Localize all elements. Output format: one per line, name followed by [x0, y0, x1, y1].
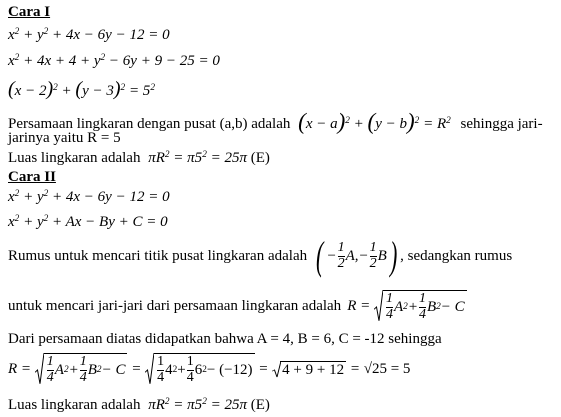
center-formula: ( − 1 2 A,− 1 2 B ) [316, 233, 398, 278]
cara2-luas-formula: $\pi R^2 = \pi 5^2 = 25\pi$ [148, 396, 247, 413]
cara1-text-jarijari: jarinya yaitu R = 5 [8, 130, 121, 146]
cara2-equation-2: $x^2 + y^2 + Ax - By + C = 0$ [8, 213, 168, 230]
cara1-answer: (E) [250, 150, 270, 166]
cara2-equation-1: $x^2 + y^2 + 4x - 6y - 12 = 0$ [8, 188, 170, 205]
cara1-paragraph-1 [8, 109, 543, 132]
cara1-text-sehingga: sehingga jari- [460, 116, 543, 132]
heading-cara-1: Cara I [8, 4, 51, 20]
heading-cara-2: Cara II [8, 169, 56, 185]
cara1-circle-formula: $(x - a)^2 + (y - b)^2 = R^2$ [298, 109, 451, 134]
cara2-luas-line [8, 398, 270, 413]
cara2-luas-label: Luas lingkaran adalah [8, 397, 141, 413]
sqrt-symbol: 1 4 A 2 + 1 4 B 2 − C [374, 290, 467, 322]
cara1-luas-label: Luas lingkaran adalah [8, 150, 141, 166]
cara2-text-values: Dari persamaan diatas didapatkan bahwa A = 4, B = 6, C = -12 sehingga [8, 331, 442, 347]
cara2-result: √25 = 5 [363, 360, 411, 377]
cara1-text-pusat: Persamaan lingkaran dengan pusat (a,b) adalah [8, 116, 291, 132]
cara2-text-pusat: Rumus untuk mencari titik pusat lingkaran adalah [8, 247, 308, 264]
radius-formula: R = 1 4 A 2 + 1 4 B 2 − C [347, 290, 465, 322]
cara1-luas-line [8, 151, 270, 166]
cara2-answer: (E) [250, 397, 270, 413]
cara2-paragraph-jarijari [8, 285, 467, 327]
cara1-equation-3: $(x - 2)^2 + (y - 3)^2 = 5^2$ [8, 78, 155, 100]
cara2-text-jarijari: untuk mencari jari-jari dari persamaan lingkaran adalah [8, 297, 342, 314]
cara1-luas-formula: $\pi R^2 = \pi 5^2 = 25\pi$ [148, 149, 247, 166]
cara2-paragraph-pusat [8, 233, 513, 278]
cara2-radius-computation: R = 1 4 A 2 + 1 4 B 2 − C = 1 4 4 2 + 1 4 6 2 − (−12) = 4 + 9 + 12 = √25 = 5 [8, 353, 411, 385]
cara2-text-sedangkan: , sedangkan rumus [400, 247, 513, 264]
cara1-equation-1: $x^2 + y^2 + 4x - 6y - 12 = 0$ [8, 26, 170, 43]
cara1-equation-2: $x^2 + 4x + 4 + y^2 - 6y + 9 - 25 = 0$ [8, 52, 220, 69]
